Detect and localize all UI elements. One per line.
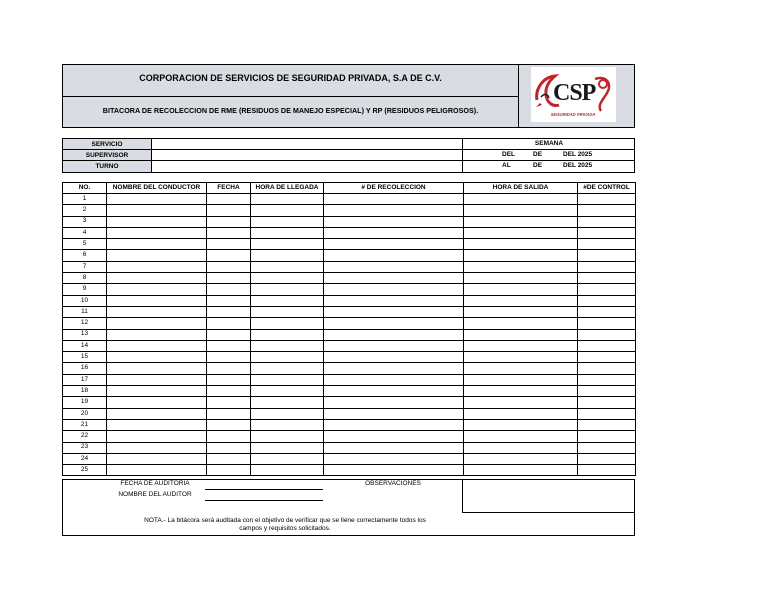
collection-number-cell[interactable] <box>324 216 464 227</box>
driver-name-cell[interactable] <box>107 431 207 442</box>
collection-number-cell[interactable] <box>324 239 464 250</box>
table-row <box>63 306 636 317</box>
departure-time-cell[interactable] <box>464 453 578 464</box>
departure-time-cell[interactable] <box>464 227 578 238</box>
date-cell[interactable] <box>207 419 251 430</box>
table-row <box>63 386 636 397</box>
arrival-time-cell[interactable] <box>251 363 324 374</box>
table-row <box>63 363 636 374</box>
table-row <box>63 465 636 476</box>
date-cell[interactable] <box>207 397 251 408</box>
arrival-time-cell[interactable] <box>251 442 324 453</box>
driver-name-cell[interactable] <box>107 408 207 419</box>
table-row <box>63 329 636 340</box>
arrival-time-cell[interactable] <box>251 205 324 216</box>
table-row <box>63 284 636 295</box>
control-number-cell[interactable] <box>578 194 636 205</box>
control-number-cell[interactable] <box>578 442 636 453</box>
arrival-time-cell[interactable] <box>251 329 324 340</box>
departure-time-cell[interactable] <box>464 318 578 329</box>
driver-name-cell[interactable] <box>107 363 207 374</box>
table-header-row <box>63 183 636 194</box>
col-header-driver: NOMBRE DEL CONDUCTOR <box>107 183 207 194</box>
semana-label: SEMANA <box>534 140 564 147</box>
row-number: 15 <box>63 352 107 363</box>
departure-time-cell[interactable] <box>464 465 578 476</box>
arrival-time-cell[interactable] <box>251 216 324 227</box>
collection-number-cell[interactable] <box>324 363 464 374</box>
driver-name-cell[interactable] <box>107 284 207 295</box>
row-number: 20 <box>63 408 107 419</box>
arrival-time-cell[interactable] <box>251 352 324 363</box>
turno-field[interactable] <box>152 161 462 172</box>
control-number-cell[interactable] <box>578 250 636 261</box>
control-number-cell[interactable] <box>578 318 636 329</box>
table-row <box>63 250 636 261</box>
row-number: 7 <box>63 261 107 272</box>
date-cell[interactable] <box>207 374 251 385</box>
departure-time-cell[interactable] <box>464 363 578 374</box>
arrival-time-cell[interactable] <box>251 453 324 464</box>
collection-number-cell[interactable] <box>324 419 464 430</box>
collection-number-cell[interactable] <box>324 397 464 408</box>
company-logo <box>531 67 616 122</box>
arrival-time-cell[interactable] <box>251 295 324 306</box>
collection-number-cell[interactable] <box>324 329 464 340</box>
audit-note-line2: campos y requisitos solicitados. <box>239 525 331 533</box>
driver-name-cell[interactable] <box>107 386 207 397</box>
departure-time-cell[interactable] <box>464 431 578 442</box>
observations-line <box>462 512 635 513</box>
row-number: 23 <box>63 442 107 453</box>
table-row <box>63 205 636 216</box>
col-header-departure: HORA DE SALIDA <box>464 183 578 194</box>
arrival-time-cell[interactable] <box>251 250 324 261</box>
date-cell[interactable] <box>207 194 251 205</box>
row-number: 3 <box>63 216 107 227</box>
driver-name-cell[interactable] <box>107 295 207 306</box>
table-row <box>63 442 636 453</box>
arrival-time-cell[interactable] <box>251 374 324 385</box>
control-number-cell[interactable] <box>578 352 636 363</box>
supervisor-label: SUPERVISOR <box>63 150 151 160</box>
collection-number-cell[interactable] <box>324 250 464 261</box>
row-number: 22 <box>63 431 107 442</box>
control-number-cell[interactable] <box>578 216 636 227</box>
departure-time-cell[interactable] <box>464 352 578 363</box>
table-row <box>63 318 636 329</box>
turno-label: TURNO <box>63 161 151 172</box>
control-number-cell[interactable] <box>578 431 636 442</box>
row-number: 18 <box>63 386 107 397</box>
control-number-cell[interactable] <box>578 386 636 397</box>
driver-name-cell[interactable] <box>107 374 207 385</box>
control-number-cell[interactable] <box>578 295 636 306</box>
departure-time-cell[interactable] <box>464 284 578 295</box>
table-row <box>63 239 636 250</box>
table-row <box>63 340 636 351</box>
control-number-cell[interactable] <box>578 284 636 295</box>
driver-name-cell[interactable] <box>107 442 207 453</box>
control-number-cell[interactable] <box>578 239 636 250</box>
control-number-cell[interactable] <box>578 419 636 430</box>
row-number: 2 <box>63 205 107 216</box>
control-number-cell[interactable] <box>578 273 636 284</box>
arrival-time-cell[interactable] <box>251 431 324 442</box>
de-label: DE <box>533 151 543 158</box>
date-cell[interactable] <box>207 465 251 476</box>
collection-number-cell[interactable] <box>324 453 464 464</box>
departure-time-cell[interactable] <box>464 273 578 284</box>
control-number-cell[interactable] <box>578 340 636 351</box>
collection-number-cell[interactable] <box>324 408 464 419</box>
audit-date-label: FECHA DE AUDITORIA <box>120 480 190 487</box>
collection-number-cell[interactable] <box>324 284 464 295</box>
departure-time-cell[interactable] <box>464 239 578 250</box>
arrival-time-cell[interactable] <box>251 227 324 238</box>
date-cell[interactable] <box>207 408 251 419</box>
date-cell[interactable] <box>207 386 251 397</box>
date-cell[interactable] <box>207 205 251 216</box>
collection-number-cell[interactable] <box>324 431 464 442</box>
departure-time-cell[interactable] <box>464 250 578 261</box>
table-row <box>63 352 636 363</box>
arrival-time-cell[interactable] <box>251 261 324 272</box>
collection-number-cell[interactable] <box>324 352 464 363</box>
control-number-cell[interactable] <box>578 453 636 464</box>
control-number-cell[interactable] <box>578 363 636 374</box>
arrival-time-cell[interactable] <box>251 397 324 408</box>
arrival-time-cell[interactable] <box>251 306 324 317</box>
control-number-cell[interactable] <box>578 227 636 238</box>
control-number-cell[interactable] <box>578 205 636 216</box>
control-number-cell[interactable] <box>578 465 636 476</box>
row-number: 21 <box>63 419 107 430</box>
driver-name-cell[interactable] <box>107 329 207 340</box>
collection-number-cell[interactable] <box>324 340 464 351</box>
departure-time-cell[interactable] <box>464 397 578 408</box>
collection-number-cell[interactable] <box>324 386 464 397</box>
arrival-time-cell[interactable] <box>251 273 324 284</box>
svg-text:CSP: CSP <box>553 80 596 106</box>
date-cell[interactable] <box>207 284 251 295</box>
arrival-time-cell[interactable] <box>251 284 324 295</box>
table-row <box>63 194 636 205</box>
date-cell[interactable] <box>207 295 251 306</box>
de-label: DE <box>533 162 543 169</box>
audit-date-line <box>205 489 323 490</box>
collection-number-cell[interactable] <box>324 205 464 216</box>
date-cell[interactable] <box>207 340 251 351</box>
driver-name-cell[interactable] <box>107 250 207 261</box>
date-cell[interactable] <box>207 453 251 464</box>
departure-time-cell[interactable] <box>464 386 578 397</box>
date-cell[interactable] <box>207 273 251 284</box>
row-number: 1 <box>63 194 107 205</box>
date-cell[interactable] <box>207 239 251 250</box>
table-row <box>63 261 636 272</box>
date-cell[interactable] <box>207 431 251 442</box>
collection-number-cell[interactable] <box>324 465 464 476</box>
row-number: 17 <box>63 374 107 385</box>
driver-name-cell[interactable] <box>107 261 207 272</box>
auditor-name-label: NOMBRE DEL AUDITOR <box>118 491 192 498</box>
departure-time-cell[interactable] <box>464 419 578 430</box>
collection-number-cell[interactable] <box>324 318 464 329</box>
collection-number-cell[interactable] <box>324 442 464 453</box>
table-row <box>63 227 636 238</box>
control-number-cell[interactable] <box>578 306 636 317</box>
date-cell[interactable] <box>207 216 251 227</box>
date-cell[interactable] <box>207 329 251 340</box>
date-cell[interactable] <box>207 352 251 363</box>
supervisor-field[interactable] <box>152 150 462 160</box>
observations-field[interactable] <box>463 480 634 512</box>
driver-name-cell[interactable] <box>107 318 207 329</box>
departure-time-cell[interactable] <box>464 306 578 317</box>
departure-time-cell[interactable] <box>464 340 578 351</box>
table-body <box>63 194 636 476</box>
row-number: 16 <box>63 363 107 374</box>
col-header-date: FECHA <box>207 183 251 194</box>
control-number-cell[interactable] <box>578 329 636 340</box>
audit-date-field[interactable] <box>205 480 323 489</box>
control-number-cell[interactable] <box>578 261 636 272</box>
row-number: 12 <box>63 318 107 329</box>
control-number-cell[interactable] <box>578 374 636 385</box>
row-number: 14 <box>63 340 107 351</box>
row-number: 13 <box>63 329 107 340</box>
arrival-time-cell[interactable] <box>251 419 324 430</box>
arrival-time-cell[interactable] <box>251 408 324 419</box>
row-number: 11 <box>63 306 107 317</box>
servicio-field[interactable] <box>152 139 462 149</box>
row-number: 6 <box>63 250 107 261</box>
date-cell[interactable] <box>207 227 251 238</box>
driver-name-cell[interactable] <box>107 239 207 250</box>
table-row <box>63 374 636 385</box>
table-row <box>63 408 636 419</box>
date-cell[interactable] <box>207 261 251 272</box>
date-cell[interactable] <box>207 306 251 317</box>
departure-time-cell[interactable] <box>464 205 578 216</box>
collection-number-cell[interactable] <box>324 295 464 306</box>
row-number: 25 <box>63 465 107 476</box>
table-row <box>63 419 636 430</box>
log-title: BITACORA DE RECOLECCION DE RME (RESIDUOS DE MANEJO ESPECIAL) Y RP (RESIDUOS PELIGROSOS). <box>102 106 479 115</box>
col-header-no: NO. <box>63 183 107 194</box>
svg-text:SEGURIDAD PRIVADA: SEGURIDAD PRIVADA <box>550 112 596 117</box>
driver-name-cell[interactable] <box>107 419 207 430</box>
departure-time-cell[interactable] <box>464 261 578 272</box>
col-header-arrival: HORA DE LLEGADA <box>251 183 324 194</box>
driver-name-cell[interactable] <box>107 352 207 363</box>
departure-time-cell[interactable] <box>464 329 578 340</box>
driver-name-cell[interactable] <box>107 340 207 351</box>
date-cell[interactable] <box>207 250 251 261</box>
observations-label: OBSERVACIONES <box>365 480 421 487</box>
departure-time-cell[interactable] <box>464 374 578 385</box>
row-number: 5 <box>63 239 107 250</box>
collection-number-cell[interactable] <box>324 261 464 272</box>
driver-name-cell[interactable] <box>107 216 207 227</box>
collection-number-cell[interactable] <box>324 227 464 238</box>
arrival-time-cell[interactable] <box>251 340 324 351</box>
driver-name-cell[interactable] <box>107 194 207 205</box>
auditor-name-line <box>205 500 323 501</box>
arrival-time-cell[interactable] <box>251 239 324 250</box>
driver-name-cell[interactable] <box>107 397 207 408</box>
driver-name-cell[interactable] <box>107 205 207 216</box>
table-row <box>63 397 636 408</box>
collection-number-cell[interactable] <box>324 374 464 385</box>
departure-time-cell[interactable] <box>464 194 578 205</box>
company-title: CORPORACION DE SERVICIOS DE SEGURIDAD PRIVADA, S.A DE C.V. <box>139 73 442 83</box>
arrival-time-cell[interactable] <box>251 465 324 476</box>
logo-graphic <box>531 67 616 122</box>
departure-time-cell[interactable] <box>464 442 578 453</box>
table-row <box>63 216 636 227</box>
driver-name-cell[interactable] <box>107 465 207 476</box>
servicio-label: SERVICIO <box>63 139 151 149</box>
table-row <box>63 273 636 284</box>
table-row <box>63 453 636 464</box>
row-number: 24 <box>63 453 107 464</box>
table-row <box>63 431 636 442</box>
auditor-name-field[interactable] <box>205 491 323 500</box>
audit-note-line1: NOTA.- La bitácora será auditada con el objetivo de verificar que se llene correctamente todos los <box>144 517 426 524</box>
control-number-cell[interactable] <box>578 397 636 408</box>
al-label: AL <box>502 162 511 169</box>
control-number-cell[interactable] <box>578 408 636 419</box>
date-cell[interactable] <box>207 442 251 453</box>
row-number: 4 <box>63 227 107 238</box>
row-number: 10 <box>63 295 107 306</box>
row-number: 8 <box>63 273 107 284</box>
del-year-label: DEL 2025 <box>563 162 593 169</box>
collection-number-cell[interactable] <box>324 194 464 205</box>
del-label: DEL <box>502 151 515 158</box>
date-cell[interactable] <box>207 363 251 374</box>
driver-name-cell[interactable] <box>107 453 207 464</box>
row-number: 9 <box>63 284 107 295</box>
table-row <box>63 295 636 306</box>
col-header-control-no: #DE CONTROL <box>578 183 636 194</box>
arrival-time-cell[interactable] <box>251 386 324 397</box>
collection-number-cell[interactable] <box>324 273 464 284</box>
departure-time-cell[interactable] <box>464 295 578 306</box>
date-cell[interactable] <box>207 318 251 329</box>
del-year-label: DEL 2025 <box>563 151 593 158</box>
driver-name-cell[interactable] <box>107 227 207 238</box>
arrival-time-cell[interactable] <box>251 194 324 205</box>
row-number: 19 <box>63 397 107 408</box>
col-header-collection-no: # DE RECOLECCION <box>324 183 464 194</box>
departure-time-cell[interactable] <box>464 408 578 419</box>
audit-note <box>62 517 508 533</box>
collection-number-cell[interactable] <box>324 306 464 317</box>
arrival-time-cell[interactable] <box>251 318 324 329</box>
driver-name-cell[interactable] <box>107 306 207 317</box>
driver-name-cell[interactable] <box>107 273 207 284</box>
header-divider <box>62 96 519 97</box>
departure-time-cell[interactable] <box>464 216 578 227</box>
collection-log-table <box>62 182 636 476</box>
